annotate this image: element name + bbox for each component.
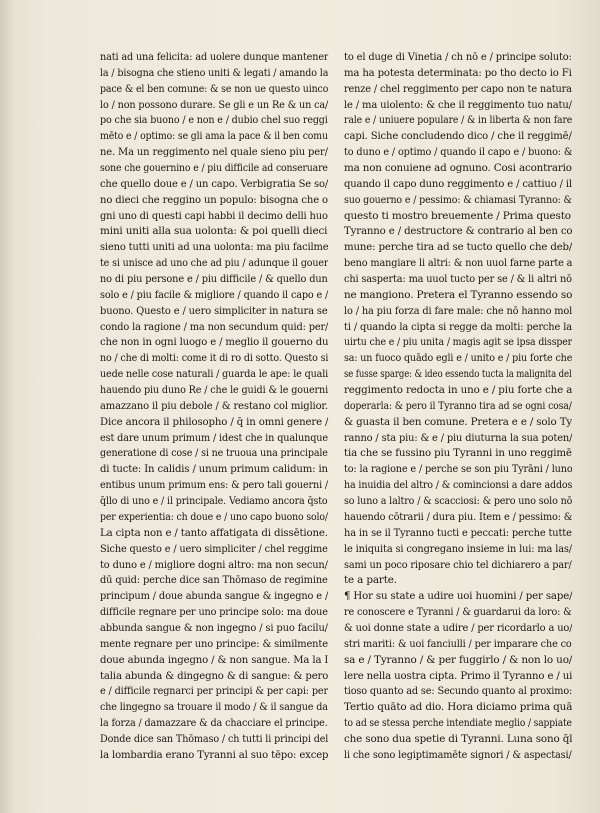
text-line: ma non conuiene ad ognuno. Cosi acontrario [344, 162, 572, 175]
text-line: sone che gouernino e / piu difficile ad conseruare [100, 162, 328, 175]
text-line: tioso quanto ad se: Secundo quanto al proximo: [344, 685, 572, 698]
text-line: suo gouerno e / pessimo: & chiamasi Tyranno: & [344, 193, 572, 206]
text-line: mente regnare per uno principe: & similmente [100, 637, 328, 650]
text-line: che quello doue e / un capo. Verbigratia Se so/ [100, 177, 329, 190]
text-line: generatione di cose / si ne truoua una principale [100, 447, 328, 460]
text-line: no / che di molti: come it di ro di sotto. Questo si [100, 352, 329, 365]
text-line: Siche questo e / uero simpliciter / chel reggime [100, 542, 328, 555]
text-line: & uoi donne state a udire / per ricordarlo a uo/ [344, 621, 572, 634]
text-line: nati ad una felicita: ad uolere dunque mantener [100, 51, 329, 63]
text-line: doperarla: & pero il Tyranno tira ad se ogni cosa/ [344, 399, 572, 412]
text-line: mune: perche tira ad se tucto quello che deb/ [344, 241, 573, 254]
text-line: ha in se il Tyranno tucti e peccati: perche tutte [344, 526, 572, 539]
text-line: quando il capo duno reggimento e / cattiuo / il [344, 177, 572, 190]
text-line: la forza / damazzare & da chacciare el principe. [100, 717, 328, 730]
text-line: hauendo cōtrarii / dura piu. Item e / pessimo: & [344, 510, 572, 523]
text-line: ranno / sta piu: & e / piu diuturna la sua poten/ [344, 431, 572, 444]
text-line: hauendo piu duno Re / che le guidi & le gouerni [100, 384, 329, 397]
text-line: po che sia buono / e non e / dubio chel suo reggi [100, 114, 328, 127]
text-line: ha inuidia del altro / & comincionsi a dare addos [344, 479, 573, 492]
text-line: so luno a laltro / & scacciosi: & pero uno solo nō [344, 495, 572, 508]
text-line: e / difficile regnarci per principi & per capi: per [100, 685, 328, 698]
text-line: sa: un fuoco quādo egli e / unito e / piu forte che [344, 352, 572, 365]
binding-shadow [0, 0, 14, 813]
text-line: buono. Questo e / uero simpliciter in natura se [100, 304, 328, 317]
text-line: abbunda sangue & non ingegno / si puo facilu/ [100, 621, 328, 634]
text-line: chi sasperta: ma uuol tucto per se / & li altri nō [344, 273, 572, 286]
text-line: Tertio quāto ad dio. Hora diciamo prima quā [344, 701, 572, 714]
text-line: mini uniti alla sua uolonta: & poi quelli dieci [100, 225, 328, 238]
text-line: no dieci che reggino un populo: bisogna che o [100, 193, 328, 206]
text-line: reggimento redocta in uno e / piu forte che a [344, 384, 572, 397]
right-text-column [344, 50, 572, 764]
text-line: lo / non possono durare. Se gli e un Re & un ca/ [100, 98, 329, 111]
text-line: se fusse sparge: & ideo essendo tucta la malignita del [344, 368, 572, 381]
text-line: di tucte: In calidis / unum primum calidum: in [100, 463, 328, 476]
text-line: difficile regnare per uno principe solo: ma doue [100, 606, 328, 619]
text-line: to el duge di Vinetia / ch nō e / principe soluto: [344, 51, 572, 63]
text-line: talia abunda & dingegno & di sangue: & pero [100, 669, 328, 682]
text-line: Dice ancora il philosopho / q̄ in omni genere / [100, 415, 329, 428]
text-line: le iniquita si congregano insieme in lui: ma las/ [344, 542, 572, 555]
text-line: sa e / Tyranno / & per fuggirlo / & non lo uo/ [344, 653, 572, 666]
text-line: te si unisce ad uno che ad piu / adunque il gouer [100, 257, 329, 270]
text-line: rale e / uniuere populare / & in liberta & non fare [344, 114, 573, 127]
text-line: le / ma uiolento: & che il reggimento tuo natu/ [344, 98, 572, 111]
text-line: gni uno di questi capi habbi il decimo delli huo [100, 209, 328, 222]
text-line: dū quid: perche dice san Thōmaso de regimine [100, 574, 328, 587]
text-line: to duno e / optimo / quando il capo e / buono: & [344, 146, 572, 159]
text-line: principum / doue abunda sangue & ingegno e / [100, 590, 328, 603]
text-line: ¶ Hor su state a udire uoi huomini / per sape/ [344, 590, 573, 603]
text-line: tia che se fussino piu Tyranni in uno reggimē [344, 447, 572, 460]
text-line: ma ha potesta determinata: po tho decto io Fi [344, 66, 572, 79]
text-line: to: la ragione e / perche se son piu Tyrāni / luno [344, 463, 573, 476]
text-line: che lingegno sa trouare il modo / & il sangue da [100, 701, 328, 714]
text-line: te a parte. [344, 574, 397, 587]
text-line: est dare unum primum / idest che in qualunque [100, 431, 328, 444]
text-line: doue abunda ingegno / & non sangue. Ma la I [100, 653, 328, 666]
text-line: beno mangiare li altri: & non uuol farne parte a [344, 257, 572, 270]
text-line: stri mariti: & uoi fanciulli / per imparare che co [344, 637, 572, 650]
text-line: sami un poco riposare chio tel dichiarero a par/ [344, 558, 572, 571]
text-line: questo ti mostro breuemente / Prima questo [344, 209, 571, 222]
text-line: sieno tutti uniti ad una uolonta: ma piu facilme [100, 241, 328, 254]
text-line: per experientia: ch doue e / uno capo buono solo/ [100, 510, 328, 523]
text-line: uirtu che e / piu unita / magis agit se ipsa dissper [344, 336, 572, 349]
text-line: to duno e / migliore dogni altro: ma non secun/ [100, 558, 328, 571]
text-line: entibus unum primum ens: & pero tali gouerni / [100, 479, 329, 492]
text-line: ne mangiono. Pretera el Tyranno essendo so [344, 288, 572, 301]
text-line: amazzano il piu debole / & restano col miglior. [100, 399, 328, 412]
text-line: ti / quando la cipta si regge da molti: perche la [344, 320, 572, 333]
text-line: no di piu persone e / piu difficile / & quello dun [100, 273, 328, 286]
text-line: & guasta il ben comune. Pretera e e / solo Ty [344, 415, 572, 428]
text-line: lere nella uostra cipta. Primo il Tyranno e / ui [344, 669, 573, 682]
text-line: che non in ogni luogo e / meglio il gouerno du [100, 336, 328, 349]
text-line: uede nelle cose naturali / guarda le ape: le quali [100, 368, 328, 381]
text-line: to ad se stessa perche intendiate meglio / sappiate [344, 717, 572, 730]
text-line: ne. Ma un reggimento nel quale sieno piu per/ [100, 146, 328, 159]
left-text-column [100, 50, 328, 764]
text-line: Tyranno e / destructore & contrario al ben co [344, 225, 573, 238]
text-line: la lombardia erano Tyranni al suo tēpo: excep [100, 748, 328, 761]
text-line: q̄llo di uno e / il principale. Vediamo ancora q̄sto [100, 495, 328, 508]
text-line: li che sono legiptimamēte signori / & aspectasi/ [344, 748, 572, 761]
text-line: lo / ha piu forza di fare male: che nō hanno mol [344, 304, 572, 317]
text-line: renze / chel reggimento per capo non te natura [344, 82, 572, 95]
text-line: Donde dice san Thōmaso / ch tutti li principi del [100, 732, 329, 745]
text-line: re conoscere e Tyranni / & guardarui da loro: & [344, 606, 572, 619]
text-line: condo la ragione / ma non secundum quid: per/ [100, 320, 328, 333]
text-line: la / bisogna che stieno uniti & legati / amando la [100, 66, 328, 79]
text-line: pace & el ben comune: & se non ue questo uinco [100, 82, 328, 95]
text-line: solo e / piu facile & migliore / quando il capo e / [100, 288, 329, 301]
text-line: mēto e / optimo: se gli ama la pace & il ben comu [100, 130, 328, 143]
text-line: capi. Siche concludendo dico / che il reggimē/ [344, 130, 572, 143]
text-line: La cipta non e / tanto affatigata di dissētione. [100, 526, 328, 539]
text-line: che sono dua spetie di Tyranni. Luna sono q̄l [344, 732, 573, 745]
